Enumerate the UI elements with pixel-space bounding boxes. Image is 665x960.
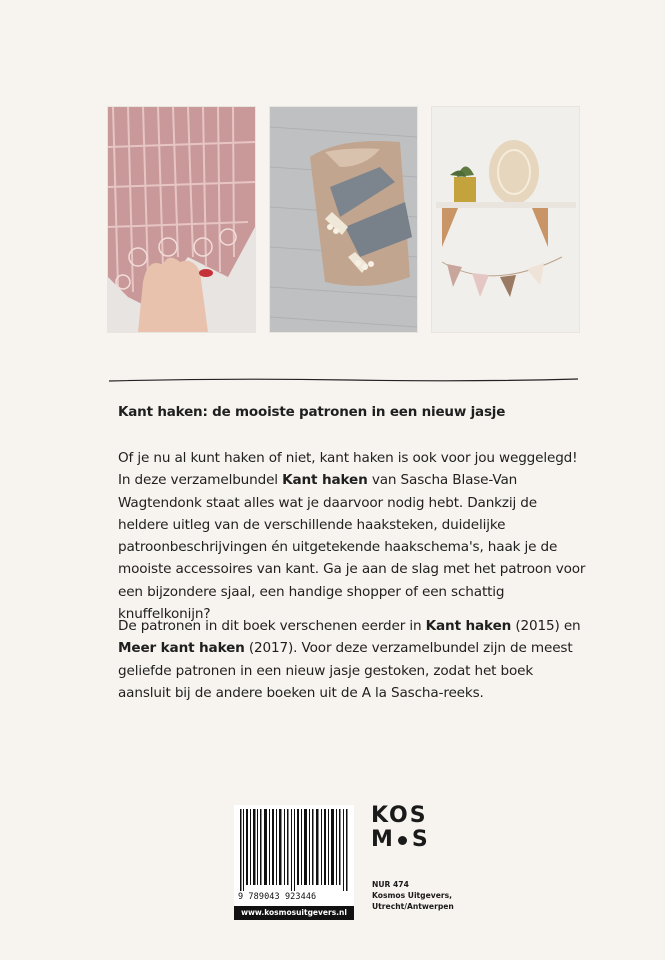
book-title-kant-haken: Kant haken	[282, 472, 368, 489]
divider-line	[109, 376, 578, 384]
kosmos-logo	[371, 804, 441, 852]
barcode-bars	[238, 809, 350, 891]
crochet-shawl-illustration	[108, 107, 255, 332]
bunting-shelf-photo	[431, 106, 580, 333]
para1-text-2: van Sascha Blase-Van Wagtendonk staat alles wat je daarvoor nodig hebt. Dankzij de heldere uitleg van de verschillende haaksteken, duidelijke patroonbeschrijvingen én uitgetekende haakschema's, haak je de mooiste accessoires van kant. Ga je aan de slag met het patroon voor een bijzondere sjaal, een handige shopper of een schattig knuffelkonijn?	[118, 472, 586, 623]
para2-text-1: De patronen in dit boek verschenen eerder in	[118, 618, 426, 634]
nur-code: NUR 474	[372, 880, 409, 889]
publisher-url[interactable]: www.kosmosuitgevers.nl	[234, 906, 354, 920]
gloves-illustration	[270, 107, 417, 332]
isbn-number: 9 789043 923446	[238, 892, 317, 902]
section-heading: Kant haken: de mooiste patronen in een nieuw jasje	[118, 404, 506, 420]
book-title-meer-kant-haken: Meer kant haken	[118, 640, 245, 657]
logo-text-s: S	[411, 827, 430, 852]
history-paragraph	[118, 615, 588, 704]
publisher-name: Kosmos Uitgevers,	[372, 891, 453, 900]
fingerless-gloves-photo	[269, 106, 418, 333]
logo-dot	[398, 836, 407, 845]
crochet-shawl-photo	[107, 106, 256, 333]
publisher-info	[372, 879, 454, 912]
book-title-kant-haken-2015: Kant haken	[425, 618, 512, 634]
intro-paragraph	[118, 447, 588, 625]
bunting-shelf-illustration	[432, 107, 579, 332]
logo-text-m: M	[371, 827, 395, 852]
para2-text-2: (2015) en	[511, 618, 581, 634]
para1-text-1: Of je nu al kunt haken of niet, kant haken is ook voor jou weggelegd! In deze verzamelbundel	[118, 450, 578, 489]
publisher-city: Utrecht/Antwerpen	[372, 902, 454, 911]
para2-text-3: (2017). Voor deze verzamelbundel zijn de meest geliefde patronen in een nieuw jasje gestoken, zodat het boek aansluit bij de andere boeken uit de A la Sascha-reeks.	[118, 640, 573, 701]
logo-text-top: KOS	[371, 803, 428, 828]
isbn-barcode	[234, 805, 354, 920]
